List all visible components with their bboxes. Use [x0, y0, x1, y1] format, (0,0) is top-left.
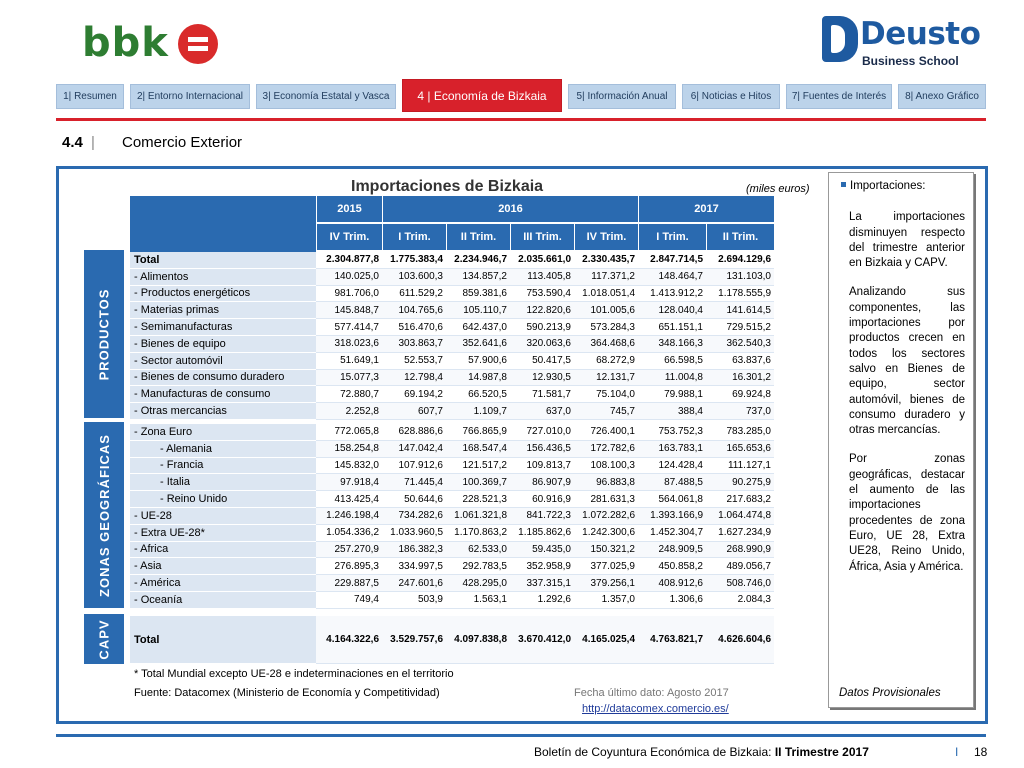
year-header-row — [316, 196, 774, 222]
quarter-header: III Trim. — [510, 224, 574, 250]
table-row — [130, 474, 774, 491]
table-row — [130, 336, 774, 353]
panel-heading — [837, 179, 965, 194]
deusto-logo-icon — [822, 16, 858, 62]
table-row — [130, 302, 774, 319]
bbk-logo-text: bbk — [82, 20, 169, 66]
panel-heading-text: Importaciones: — [850, 180, 926, 192]
tab-economia-bizkaia[interactable]: 4 | Economía de Bizkaia — [402, 79, 562, 112]
table-cell: 57.900,6 — [446, 353, 510, 370]
row-label: - Materias primas — [130, 302, 316, 319]
table-cell: 577.414,7 — [316, 319, 382, 336]
table-cell: 1.563,1 — [446, 592, 510, 609]
table-row — [130, 542, 774, 559]
table-cell: 1.452.304,7 — [638, 525, 706, 542]
table-cell: 111.127,1 — [706, 458, 774, 475]
table-row — [130, 575, 774, 592]
table-cell: 90.275,9 — [706, 474, 774, 491]
table-cell: 12.930,5 — [510, 370, 574, 387]
table-cell: 281.631,3 — [574, 491, 638, 508]
table-cell: 783.285,0 — [706, 424, 774, 441]
table-cell: 87.488,5 — [638, 474, 706, 491]
year-header: 2016 — [382, 196, 638, 222]
table-cell: 352.958,9 — [510, 558, 574, 575]
last-data-date: Fecha último dato: Agosto 2017 — [574, 687, 729, 699]
row-label: - Extra UE-28* — [130, 525, 316, 542]
table-cell: 642.437,0 — [446, 319, 510, 336]
table-cell: 1.413.912,2 — [638, 286, 706, 303]
table-cell: 1.109,7 — [446, 403, 510, 420]
bbk-logo-icon — [178, 24, 218, 64]
row-label: - UE-28 — [130, 508, 316, 525]
side-label-productos — [84, 250, 124, 418]
table-cell: 753.590,4 — [510, 286, 574, 303]
table-cell: 637,0 — [510, 403, 574, 420]
table-units: (miles euros) — [746, 183, 810, 195]
table-cell: 2.330.435,7 — [574, 252, 638, 269]
table-cell: 97.918,4 — [316, 474, 382, 491]
table-cell: 71.445,4 — [382, 474, 446, 491]
quarter-header: I Trim. — [382, 224, 446, 250]
table-cell: 981.706,0 — [316, 286, 382, 303]
table-cell: 75.104,0 — [574, 386, 638, 403]
row-label: - Italia — [130, 474, 316, 491]
table-cell: 611.529,2 — [382, 286, 446, 303]
table-cell: 2.847.714,5 — [638, 252, 706, 269]
table-cell: 729.515,2 — [706, 319, 774, 336]
table-row — [130, 269, 774, 286]
section-tabs — [56, 84, 986, 114]
table-cell: 1.357,0 — [574, 592, 638, 609]
table-cell: 109.813,7 — [510, 458, 574, 475]
footer-separator: I — [955, 745, 959, 759]
bullet-icon — [841, 182, 846, 187]
table-cell: 257.270,9 — [316, 542, 382, 559]
footer-divider — [56, 734, 986, 737]
table-cell: 165.653,6 — [706, 441, 774, 458]
table-cell: 651.151,1 — [638, 319, 706, 336]
table-cell: 1.393.166,9 — [638, 508, 706, 525]
table-cell: 745,7 — [574, 403, 638, 420]
table-cell: 163.783,1 — [638, 441, 706, 458]
table-cell: 172.782,6 — [574, 441, 638, 458]
table-row — [130, 491, 774, 508]
table-cell: 101.005,6 — [574, 302, 638, 319]
table-row — [130, 370, 774, 387]
side-label-capv — [84, 614, 124, 664]
table-cell: 607,7 — [382, 403, 446, 420]
table-cell: 348.166,3 — [638, 336, 706, 353]
table-row — [130, 508, 774, 525]
side-label-zonas-text: ZONAS GEOGRÁFICAS — [96, 433, 112, 597]
table-cell: 4.626.604,6 — [706, 616, 774, 664]
table-cell: 1.185.862,6 — [510, 525, 574, 542]
table-cell: 628.886,6 — [382, 424, 446, 441]
table-cell: 63.837,6 — [706, 353, 774, 370]
table-cell: 107.912,6 — [382, 458, 446, 475]
table-cell: 749,4 — [316, 592, 382, 609]
table-cell: 62.533,0 — [446, 542, 510, 559]
table-row — [130, 424, 774, 441]
table-cell: 68.272,9 — [574, 353, 638, 370]
table-cell: 12.131,7 — [574, 370, 638, 387]
row-label: - Bienes de consumo duradero — [130, 370, 316, 387]
table-cell: 320.063,6 — [510, 336, 574, 353]
table-cell: 113.405,8 — [510, 269, 574, 286]
deusto-logo — [822, 16, 981, 72]
table-cell: 303.863,7 — [382, 336, 446, 353]
table-cell: 96.883,8 — [574, 474, 638, 491]
row-label: - Productos energéticos — [130, 286, 316, 303]
table-cell: 141.614,5 — [706, 302, 774, 319]
table-cell: 1.170.863,2 — [446, 525, 510, 542]
table-cell: 1.775.383,4 — [382, 252, 446, 269]
row-label: - Alemania — [130, 441, 316, 458]
table-cell: 3.670.412,0 — [510, 616, 574, 664]
quarter-header: I Trim. — [638, 224, 706, 250]
table-cell: 450.858,2 — [638, 558, 706, 575]
table-cell: 59.435,0 — [510, 542, 574, 559]
table-cell: 86.907,9 — [510, 474, 574, 491]
table-cell: 564.061,8 — [638, 491, 706, 508]
table-cell: 148.464,7 — [638, 269, 706, 286]
table-cell: 318.023,6 — [316, 336, 382, 353]
table-cell: 508.746,0 — [706, 575, 774, 592]
table-cell: 503,9 — [382, 592, 446, 609]
table-cell: 377.025,9 — [574, 558, 638, 575]
table-cell: 859.381,6 — [446, 286, 510, 303]
table-cell: 72.880,7 — [316, 386, 382, 403]
table-cell: 428.295,0 — [446, 575, 510, 592]
table-cell: 337.315,1 — [510, 575, 574, 592]
table-row — [130, 525, 774, 542]
table-cell: 121.517,2 — [446, 458, 510, 475]
datacomex-link[interactable]: http://datacomex.comercio.es/ — [582, 703, 729, 715]
table-footnote: * Total Mundial excepto UE-28 e indeterminaciones en el territorio — [134, 668, 454, 680]
table-cell: 16.301,2 — [706, 370, 774, 387]
table-cell: 388,4 — [638, 403, 706, 420]
table-cell: 60.916,9 — [510, 491, 574, 508]
table-cell: 186.382,3 — [382, 542, 446, 559]
table-cell: 726.400,1 — [574, 424, 638, 441]
table-cell: 229.887,5 — [316, 575, 382, 592]
row-label: - Asia — [130, 558, 316, 575]
table-cell: 292.783,5 — [446, 558, 510, 575]
footer-title — [534, 745, 869, 759]
panel-paragraph-2: Analizando sus componentes, las importaciones por productos crecen en todos los sectores salvo en Bienes de equipo, sector automóvil, bienes de consumo duradero y otras mercancías. — [849, 286, 965, 437]
section-separator: | — [91, 134, 95, 151]
table-cell: 69.924,8 — [706, 386, 774, 403]
side-label-zonas — [84, 422, 124, 608]
table-cell: 71.581,7 — [510, 386, 574, 403]
table-cell: 734.282,6 — [382, 508, 446, 525]
tab-informacion-anual[interactable]: 5| Información Anual — [568, 84, 676, 109]
table-row — [130, 592, 774, 609]
table-cell: 727.010,0 — [510, 424, 574, 441]
table-cell: 128.040,4 — [638, 302, 706, 319]
table-row — [130, 286, 774, 303]
page-number: 18 — [974, 745, 988, 759]
quarter-header: IV Trim. — [574, 224, 638, 250]
row-label: - Francia — [130, 458, 316, 475]
table-cell: 100.369,7 — [446, 474, 510, 491]
row-label: - Reino Unido — [130, 491, 316, 508]
row-label: - Bienes de equipo — [130, 336, 316, 353]
table-cell: 145.848,7 — [316, 302, 382, 319]
tab-entorno-internacional[interactable]: 2| Entorno Internacional — [130, 84, 250, 109]
table-cell: 140.025,0 — [316, 269, 382, 286]
deusto-logo-text: Deusto — [860, 16, 981, 52]
table-row — [130, 558, 774, 575]
table-cell: 103.600,3 — [382, 269, 446, 286]
table-cell: 117.371,2 — [574, 269, 638, 286]
table-cell: 1.072.282,6 — [574, 508, 638, 525]
row-label: - Africa — [130, 542, 316, 559]
table-cell: 2.084,3 — [706, 592, 774, 609]
table-row — [130, 319, 774, 336]
table-cell: 753.752,3 — [638, 424, 706, 441]
table-cell: 1.061.321,8 — [446, 508, 510, 525]
tabs-divider — [56, 118, 986, 121]
quarter-header: II Trim. — [706, 224, 774, 250]
table-cell: 145.832,0 — [316, 458, 382, 475]
table-cell: 1.178.555,9 — [706, 286, 774, 303]
table-cell: 408.912,6 — [638, 575, 706, 592]
table-cell: 15.077,3 — [316, 370, 382, 387]
table-cell: 1.627.234,9 — [706, 525, 774, 542]
side-label-capv-text: CAPV — [96, 618, 112, 660]
row-label: - América — [130, 575, 316, 592]
table-cell: 108.100,3 — [574, 458, 638, 475]
row-label: - Manufacturas de consumo — [130, 386, 316, 403]
table-cell: 14.987,8 — [446, 370, 510, 387]
section-title: Comercio Exterior — [122, 134, 243, 151]
table-cell: 122.820,6 — [510, 302, 574, 319]
table-cell: 158.254,8 — [316, 441, 382, 458]
table-cell: 573.284,3 — [574, 319, 638, 336]
row-label: Total — [130, 252, 316, 269]
table-cell: 50.644,6 — [382, 491, 446, 508]
table-row — [130, 441, 774, 458]
table-cell: 841.722,3 — [510, 508, 574, 525]
footer-title-period: II Trimestre 2017 — [774, 745, 869, 759]
table-cell: 52.553,7 — [382, 353, 446, 370]
quarter-header-row — [316, 224, 774, 250]
table-cell: 150.321,2 — [574, 542, 638, 559]
table-cell: 334.997,5 — [382, 558, 446, 575]
commentary-panel — [828, 172, 974, 708]
year-header: 2017 — [638, 196, 774, 222]
table-cell: 11.004,8 — [638, 370, 706, 387]
table-cell: 69.194,2 — [382, 386, 446, 403]
table-cell: 4.164.322,6 — [316, 616, 382, 664]
table-cell: 66.598,5 — [638, 353, 706, 370]
tab-resumen[interactable]: 1| Resumen — [56, 84, 124, 109]
tab-noticias-hitos[interactable]: 6| Noticias e Hitos — [682, 84, 780, 109]
table-row — [130, 353, 774, 370]
table-cell: 147.042,4 — [382, 441, 446, 458]
section-number: 4.4 — [62, 134, 83, 151]
table-cell: 217.683,2 — [706, 491, 774, 508]
table-cell: 1.306,6 — [638, 592, 706, 609]
bbk-logo — [82, 22, 228, 68]
table-cell: 1.246.198,4 — [316, 508, 382, 525]
table-cell: 2.252,8 — [316, 403, 382, 420]
panel-paragraph-1: La importaciones disminuyen respecto del trimestre anterior en Bizkaia y CAPV. — [849, 211, 965, 270]
tab-fuentes-interes[interactable]: 7| Fuentes de Interés — [786, 84, 892, 109]
table-cell: 51.649,1 — [316, 353, 382, 370]
row-label: - Zona Euro — [130, 424, 316, 441]
row-label: - Semimanufacturas — [130, 319, 316, 336]
table-cell: 1.064.474,8 — [706, 508, 774, 525]
table-cell: 268.990,9 — [706, 542, 774, 559]
table-cell: 276.895,3 — [316, 558, 382, 575]
table-row — [130, 403, 774, 420]
row-label: Total — [130, 616, 316, 664]
table-cell: 2.694.129,6 — [706, 252, 774, 269]
table-cell: 1.018.051,4 — [574, 286, 638, 303]
table-cell: 737,0 — [706, 403, 774, 420]
row-label: - Sector automóvil — [130, 353, 316, 370]
quarter-header: II Trim. — [446, 224, 510, 250]
panel-paragraph-3: Por zonas geográficas, destacar el aumento de las importaciones procedentes de zona Euro, UE 28, Extra UE28, Reino Unido, África, Asia y América. — [849, 453, 965, 573]
table-cell: 489.056,7 — [706, 558, 774, 575]
row-label: - Alimentos — [130, 269, 316, 286]
tab-anexo-grafico[interactable]: 8| Anexo Gráfico — [898, 84, 986, 109]
table-cell: 362.540,3 — [706, 336, 774, 353]
table-cell: 516.470,6 — [382, 319, 446, 336]
table-cell: 766.865,9 — [446, 424, 510, 441]
table-cell: 247.601,6 — [382, 575, 446, 592]
provisional-note: Datos Provisionales — [839, 686, 941, 699]
table-source: Fuente: Datacomex (Ministerio de Economía y Competitividad) — [134, 687, 440, 699]
table-cell: 4.763.821,7 — [638, 616, 706, 664]
table-cell: 66.520,5 — [446, 386, 510, 403]
table-cell: 2.035.661,0 — [510, 252, 574, 269]
table-cell: 168.547,4 — [446, 441, 510, 458]
table-cell: 352.641,6 — [446, 336, 510, 353]
table-cell: 1.033.960,5 — [382, 525, 446, 542]
table-cell: 772.065,8 — [316, 424, 382, 441]
table-cell: 228.521,3 — [446, 491, 510, 508]
year-header: 2015 — [316, 196, 382, 222]
table-cell: 1.292,6 — [510, 592, 574, 609]
table-cell: 248.909,5 — [638, 542, 706, 559]
table-cell: 1.054.336,2 — [316, 525, 382, 542]
table-cell: 124.428,4 — [638, 458, 706, 475]
row-label: - Otras mercancias — [130, 403, 316, 420]
table-cell: 79.988,1 — [638, 386, 706, 403]
table-cell: 12.798,4 — [382, 370, 446, 387]
table-cell: 134.857,2 — [446, 269, 510, 286]
table-cell: 1.242.300,6 — [574, 525, 638, 542]
footer-title-text: Boletín de Coyuntura Económica de Bizkaia: — [534, 745, 775, 759]
table-row — [130, 386, 774, 403]
table-cell: 590.213,9 — [510, 319, 574, 336]
side-label-productos-text: PRODUCTOS — [96, 288, 112, 380]
table-cell: 2.304.877,8 — [316, 252, 382, 269]
table-cell: 104.765,6 — [382, 302, 446, 319]
table-cell: 105.110,7 — [446, 302, 510, 319]
table-cell: 4.165.025,4 — [574, 616, 638, 664]
table-cell: 3.529.757,6 — [382, 616, 446, 664]
table-cell: 156.436,5 — [510, 441, 574, 458]
table-header-blank — [130, 196, 316, 252]
tab-economia-estatal[interactable]: 3| Economía Estatal y Vasca — [256, 84, 396, 109]
table-row — [130, 458, 774, 475]
table-row — [130, 252, 774, 269]
table-cell: 379.256,1 — [574, 575, 638, 592]
table-cell: 2.234.946,7 — [446, 252, 510, 269]
table-cell: 413.425,4 — [316, 491, 382, 508]
table-cell: 50.417,5 — [510, 353, 574, 370]
table-row — [130, 616, 774, 664]
table-cell: 131.103,0 — [706, 269, 774, 286]
deusto-logo-subtitle: Business School — [862, 54, 959, 68]
quarter-header: IV Trim. — [316, 224, 382, 250]
table-title: Importaciones de Bizkaia — [351, 178, 544, 195]
table-cell: 364.468,6 — [574, 336, 638, 353]
row-label: - Oceanía — [130, 592, 316, 609]
table-cell: 4.097.838,8 — [446, 616, 510, 664]
